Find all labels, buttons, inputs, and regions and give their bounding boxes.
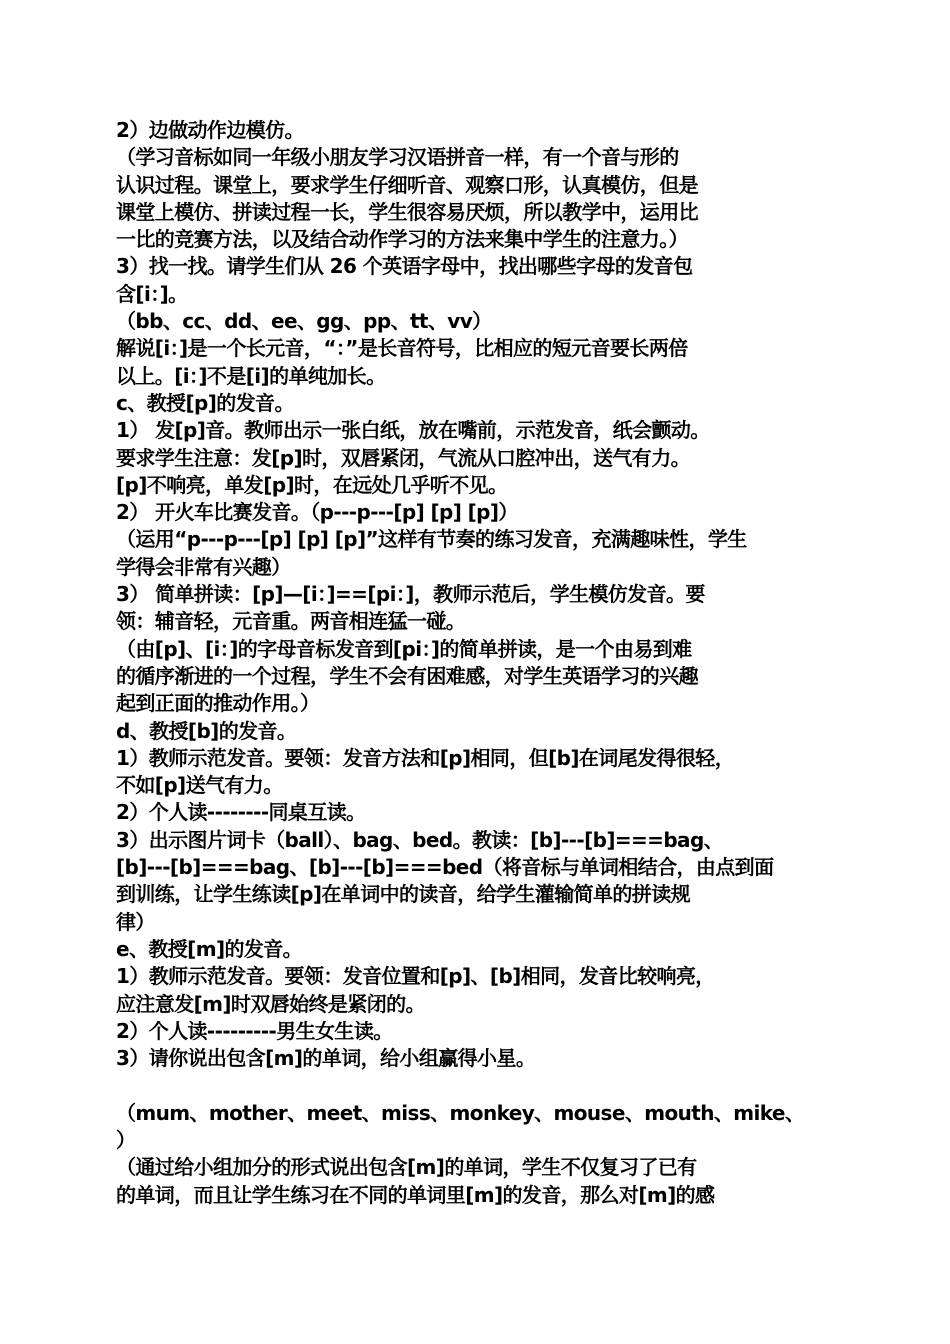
text-line: e、教授[m]的发音。	[116, 936, 303, 961]
text-line: 1）教师示范发音。要领：发音方法和[p]相同，但[b]在词尾发得很轻，	[116, 745, 735, 770]
text-line: （运用“p---p---[p] [p] [p]”这样有节奏的练习发音，充满趣味性，学生	[116, 527, 747, 552]
text-line: （由[p]、[i：]的字母音标发音到[pi：]的简单拼读，是一个由易到难	[116, 636, 692, 661]
text-line: 学得会非常有兴趣）	[116, 554, 291, 579]
text-line: c、教授[p]的发音。	[116, 390, 294, 415]
text-line: 课堂上模仿、拼读过程一长，学生很容易厌烦，所以教学中，运用比	[116, 199, 698, 224]
blank-line	[116, 1072, 856, 1099]
document-body	[116, 117, 856, 1209]
text-line: 3） 简单拼读：[p]—[i：]==[pi：]，教师示范后，学生模仿发音。要	[116, 582, 705, 607]
text-line: 1） 发[p]音。教师出示一张白纸，放在嘴前，示范发音，纸会颤动。	[116, 418, 710, 443]
text-line: 2）边做动作边模仿。	[116, 118, 304, 142]
text-line: 1）教师示范发音。要领：发音位置和[p]、[b]相同，发音比较响亮，	[116, 964, 715, 989]
text-line: 认识过程。课堂上，要求学生仔细听音、观察口形，认真模仿，但是	[116, 172, 698, 197]
text-line: 一比的竞赛方法，以及结合动作学习的方法来集中学生的注意力。）	[116, 227, 688, 252]
text-line: 应注意发[m]时双唇始终是紧闭的。	[116, 991, 425, 1016]
text-line: 要求学生注意：发[p]时，双唇紧闭，气流从口腔冲出，送气有力。	[116, 445, 690, 470]
text-line: 不如[p]送气有力。	[116, 773, 283, 798]
text-line: d、教授[b]的发音。	[116, 718, 297, 743]
text-line: 的单词，而且让学生练习在不同的单词里[m]的发音，那么对[m]的感	[116, 1182, 715, 1207]
text-line: 含[i：]。	[116, 281, 188, 306]
text-line: 的循序渐进的一个过程，学生不会有困难感，对学生英语学习的兴趣	[116, 663, 698, 688]
text-line: 3）出示图片词卡（ball）、bag、bed。教读：[b]---[b]===bag、	[116, 827, 724, 852]
text-line: 解说[i：]是一个长元音，“：”是长音符号，比相应的短元音要长两倍	[116, 336, 688, 361]
text-line: 以上。[i：]不是[i]的单纯加长。	[116, 363, 386, 388]
text-line: （学习音标如同一年级小朋友学习汉语拼音一样，有一个音与形的	[116, 145, 679, 170]
text-line: ）	[116, 1127, 136, 1152]
text-line: （bb、cc、dd、ee、gg、pp、tt、vv）	[116, 309, 492, 334]
text-line: [b]---[b]===bag、[b]---[b]===bed（将音标与单词相结合，由点到面	[116, 855, 774, 880]
text-line: 2）个人读---------男生女生读。	[116, 1018, 393, 1043]
text-line: （通过给小组加分的形式说出包含[m]的单词，学生不仅复习了已有	[116, 1155, 697, 1180]
text-line: 领：辅音轻，元音重。两音相连猛一碰。	[116, 609, 466, 634]
text-line: （mum、mother、meet、miss、monkey、mouse、mouth、mike、	[116, 1100, 805, 1125]
text-line: 到训练，让学生练读[p]在单词中的读音，给学生灌输简单的拼读规	[116, 882, 690, 907]
text-line: [p]不响亮，单发[p]时，在远处几乎听不见。	[116, 472, 508, 497]
text-line: 3）请你说出包含[m]的单词，给小组赢得小星。	[116, 1046, 536, 1071]
text-line: 起到正面的推动作用。）	[116, 691, 320, 716]
text-line: 2） 开火车比赛发音。（p---p---[p] [p] [p]）	[116, 500, 518, 525]
text-line: 3）找一找。请学生们从 26 个英语字母中，找出哪些字母的发音包	[116, 254, 693, 279]
text-line: 律）	[116, 909, 155, 934]
text-line: 2）个人读--------同桌互读。	[116, 800, 366, 825]
